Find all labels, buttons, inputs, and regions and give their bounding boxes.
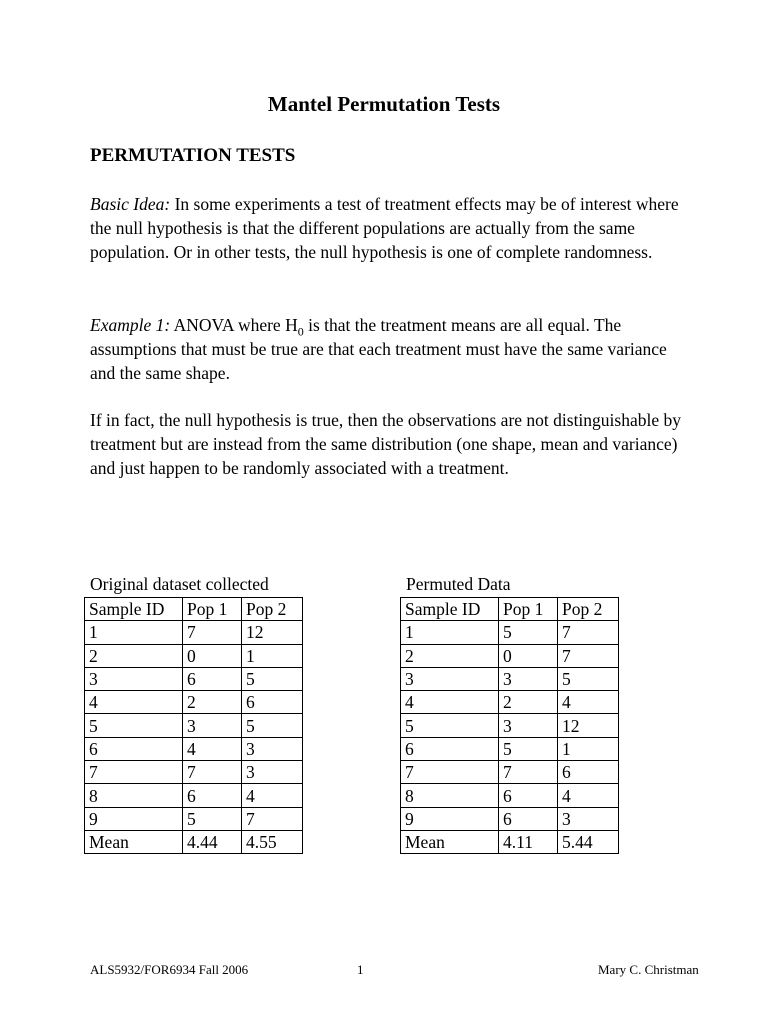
table-cell: 5 [499, 737, 558, 760]
table-cell: 7 [401, 761, 499, 784]
table-cell: 6 [242, 691, 303, 714]
table-row [401, 807, 619, 830]
paragraph-null-hypothesis: If in fact, the null hypothesis is true, then the observations are not distinguishable by treatment but are instead from the same distribution (one shape, mean and variance) and just happen to be randomly associated with a treatment. [90, 410, 681, 479]
table-row [85, 830, 303, 853]
table-cell: 3 [242, 737, 303, 760]
table-row [85, 621, 303, 644]
table-cell: 5 [242, 667, 303, 690]
table-cell: 4 [401, 691, 499, 714]
table-cell: 2 [85, 644, 183, 667]
table-cell: Mean [85, 830, 183, 853]
table-header-cell: Pop 1 [499, 598, 558, 621]
table-header-cell: Sample ID [85, 598, 183, 621]
table-row [85, 784, 303, 807]
table-cell: 6 [499, 807, 558, 830]
table-cell: 9 [85, 807, 183, 830]
table-cell: 3 [499, 667, 558, 690]
table-cell: 2 [401, 644, 499, 667]
table-row [85, 737, 303, 760]
table-cell: 5 [85, 714, 183, 737]
table-cell: 5 [558, 667, 619, 690]
table-cell: 8 [85, 784, 183, 807]
table-cell: 6 [183, 784, 242, 807]
table-cell: 9 [401, 807, 499, 830]
table-row [85, 761, 303, 784]
table-cell: 3 [242, 761, 303, 784]
table-cell: 4.55 [242, 830, 303, 853]
table-cell: 4 [558, 691, 619, 714]
table-row [85, 667, 303, 690]
table-cell: 7 [242, 807, 303, 830]
table-cell: 0 [499, 644, 558, 667]
footer-page-number: 1 [357, 962, 364, 977]
paragraph-text: ANOVA where H [170, 315, 298, 335]
table-cell: 5.44 [558, 830, 619, 853]
table-row [85, 807, 303, 830]
table-row [401, 737, 619, 760]
table-cell: 1 [85, 621, 183, 644]
permuted-table-caption: Permuted Data [406, 574, 511, 594]
table-cell: 5 [499, 621, 558, 644]
original-data-table [84, 597, 303, 854]
table-cell: 4 [183, 737, 242, 760]
subscript: 0 [297, 324, 304, 339]
table-cell: 8 [401, 784, 499, 807]
table-row [401, 830, 619, 853]
original-table-caption: Original dataset collected [90, 574, 269, 594]
table-cell: 7 [183, 761, 242, 784]
table-cell: 12 [558, 714, 619, 737]
paragraph-text: is that the treatment means are all equal. The assumptions that must be true are that each treatment must have the same variance and the same shape. [90, 315, 667, 384]
table-cell: 7 [85, 761, 183, 784]
table-cell: 6 [499, 784, 558, 807]
table-header-cell: Pop 2 [242, 598, 303, 621]
table-cell: 5 [183, 807, 242, 830]
paragraph-lead: Example 1: [90, 315, 171, 335]
table-cell: 6 [401, 737, 499, 760]
table-cell: 4 [85, 691, 183, 714]
paragraph-example-1 [90, 313, 690, 386]
page-title: Mantel Permutation Tests [267, 92, 501, 116]
table-cell: 7 [499, 761, 558, 784]
table-header-row [401, 598, 619, 621]
table-row [401, 644, 619, 667]
footer-author: Mary C. Christman [598, 962, 699, 977]
table-cell: 6 [558, 761, 619, 784]
table-cell: 5 [401, 714, 499, 737]
table-row [401, 691, 619, 714]
table-cell: 4.44 [183, 830, 242, 853]
table-row [401, 621, 619, 644]
section-heading: PERMUTATION TESTS [90, 145, 296, 166]
paragraph-text: In some experiments a test of treatment effects may be of interest where the null hypothesis is that the different populations are actually from the same population. Or in other tests, the null hypothesis is one of complete randomness. [90, 194, 679, 263]
paragraph-lead: Basic Idea: [90, 194, 171, 214]
paragraph-basic-idea [90, 192, 690, 265]
table-cell: 6 [85, 737, 183, 760]
table-row [85, 644, 303, 667]
table-cell: 3 [499, 714, 558, 737]
table-cell: 1 [558, 737, 619, 760]
table-row [401, 784, 619, 807]
table-cell: 3 [401, 667, 499, 690]
table-cell: 3 [85, 667, 183, 690]
table-cell: 6 [183, 667, 242, 690]
table-row [401, 667, 619, 690]
table-cell: Mean [401, 830, 499, 853]
table-row [401, 714, 619, 737]
table-cell: 4 [558, 784, 619, 807]
table-cell: 2 [183, 691, 242, 714]
table-header-cell: Pop 2 [558, 598, 619, 621]
permuted-data-table [400, 597, 619, 854]
footer-course: ALS5932/FOR6934 Fall 2006 [90, 962, 249, 977]
table-cell: 4.11 [499, 830, 558, 853]
table-header-row [85, 598, 303, 621]
table-cell: 1 [401, 621, 499, 644]
table-cell: 2 [499, 691, 558, 714]
table-cell: 5 [242, 714, 303, 737]
table-cell: 3 [558, 807, 619, 830]
table-header-cell: Sample ID [401, 598, 499, 621]
table-row [85, 691, 303, 714]
table-header-cell: Pop 1 [183, 598, 242, 621]
table-cell: 7 [558, 621, 619, 644]
table-cell: 7 [183, 621, 242, 644]
table-row [85, 714, 303, 737]
table-cell: 3 [183, 714, 242, 737]
table-cell: 0 [183, 644, 242, 667]
table-cell: 4 [242, 784, 303, 807]
table-cell: 1 [242, 644, 303, 667]
table-cell: 7 [558, 644, 619, 667]
table-row [401, 761, 619, 784]
table-cell: 12 [242, 621, 303, 644]
